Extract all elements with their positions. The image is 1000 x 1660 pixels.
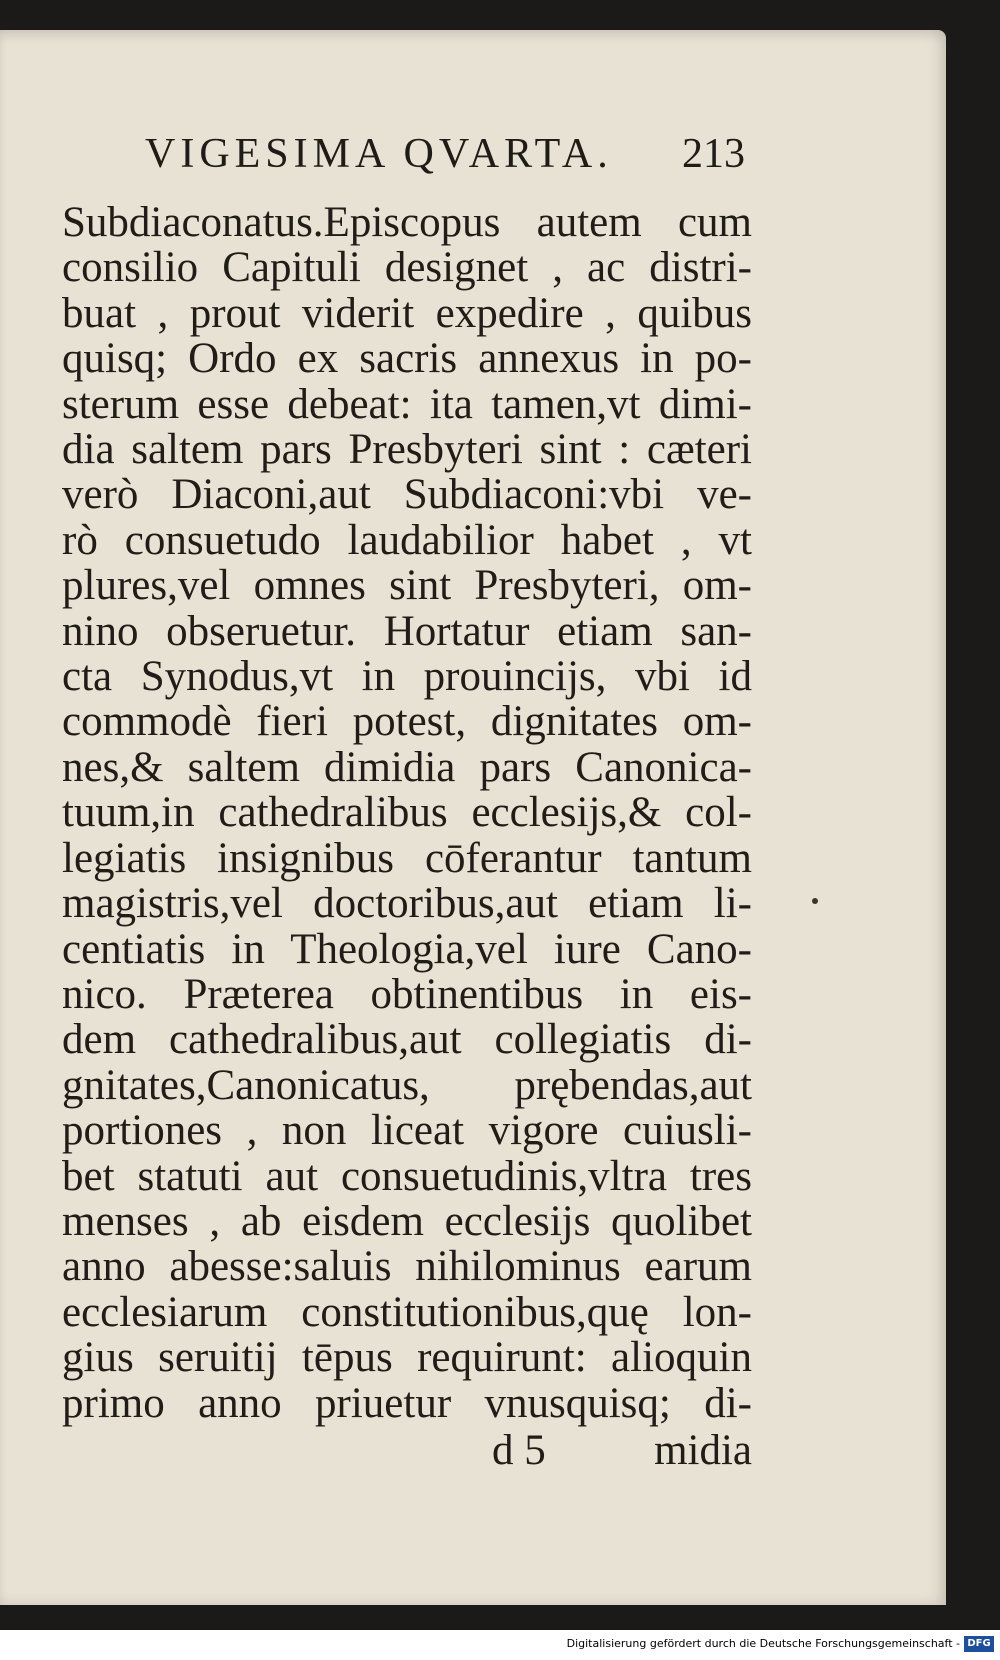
text-line: nico. Præterea obtinentibus in eis- bbox=[62, 970, 752, 1018]
text-line: dia saltem pars Presbyteri sint : cæteri bbox=[62, 426, 752, 474]
text-line: consilio Capituli designet , ac distri- bbox=[62, 244, 752, 292]
digitization-footer bbox=[0, 1630, 1000, 1660]
text-line: commodè fieri potest, dignitates om- bbox=[62, 698, 752, 746]
text-line: nes,& saltem dimidia pars Canonica- bbox=[62, 743, 752, 791]
dfg-logo: DFG bbox=[964, 1636, 994, 1652]
text-line: legiatis insignibus cōferantur tantum bbox=[62, 834, 752, 882]
text-line: bet statuti aut consuetudinis,vltra tres bbox=[62, 1152, 752, 1200]
book-page bbox=[0, 30, 946, 1605]
text-line: dem cathedralibus,aut collegiatis di- bbox=[62, 1016, 752, 1064]
text-line: gius seruitij tēpus requirunt: alioquin bbox=[62, 1334, 752, 1382]
text-line: tuum,in cathedralibus ecclesijs,& col- bbox=[62, 789, 752, 837]
catchword: midia bbox=[654, 1427, 752, 1474]
text-line: sterum esse debeat: ita tamen,vt dimi- bbox=[62, 380, 752, 428]
text-line: quisq; Ordo ex sacris annexus in po- bbox=[62, 335, 752, 383]
text-line: portiones , non liceat vigore cuiusli- bbox=[62, 1107, 752, 1155]
text-line: rò consuetudo laudabilior habet , vt bbox=[62, 516, 752, 564]
text-line: Subdiaconatus.Episcopus autem cum bbox=[62, 199, 752, 246]
text-line: ecclesiarum constitutionibus,quę lon- bbox=[62, 1288, 752, 1336]
text-line: menses , ab eisdem ecclesijs quolibet bbox=[62, 1197, 752, 1245]
text-line: cta Synodus,vt in prouincijs, vbi id bbox=[62, 653, 752, 701]
text-line: magistris,vel doctoribus,aut etiam li- bbox=[62, 880, 752, 928]
page-number: 213 bbox=[682, 131, 745, 177]
text-line: verò Diaconi,aut Subdiaconi:vbi ve- bbox=[62, 471, 752, 519]
running-head: VIGESIMA QVARTA. bbox=[145, 131, 613, 177]
text-line: buat , prout viderit expedire , quibus bbox=[62, 289, 752, 337]
footer-credit: Digitalisierung gefördert durch die Deutsche Forschungsgemeinschaft - bbox=[566, 1637, 960, 1650]
ink-dot bbox=[812, 898, 818, 904]
text-line: plures,vel omnes sint Presbyteri, om- bbox=[62, 562, 752, 610]
body-text bbox=[62, 200, 752, 1426]
page-header bbox=[145, 130, 745, 190]
text-line: anno abesse:saluis nihilominus earum bbox=[62, 1243, 752, 1291]
text-line: nino obseruetur. Hortatur etiam san- bbox=[62, 607, 752, 655]
text-line: gnitates,Canonicatus, prębendas,aut bbox=[62, 1061, 752, 1109]
text-line: centiatis in Theologia,vel iure Cano- bbox=[62, 925, 752, 973]
signature-mark: d 5 bbox=[492, 1427, 546, 1474]
text-line: primo anno priuetur vnusquisq; di- bbox=[62, 1379, 752, 1427]
